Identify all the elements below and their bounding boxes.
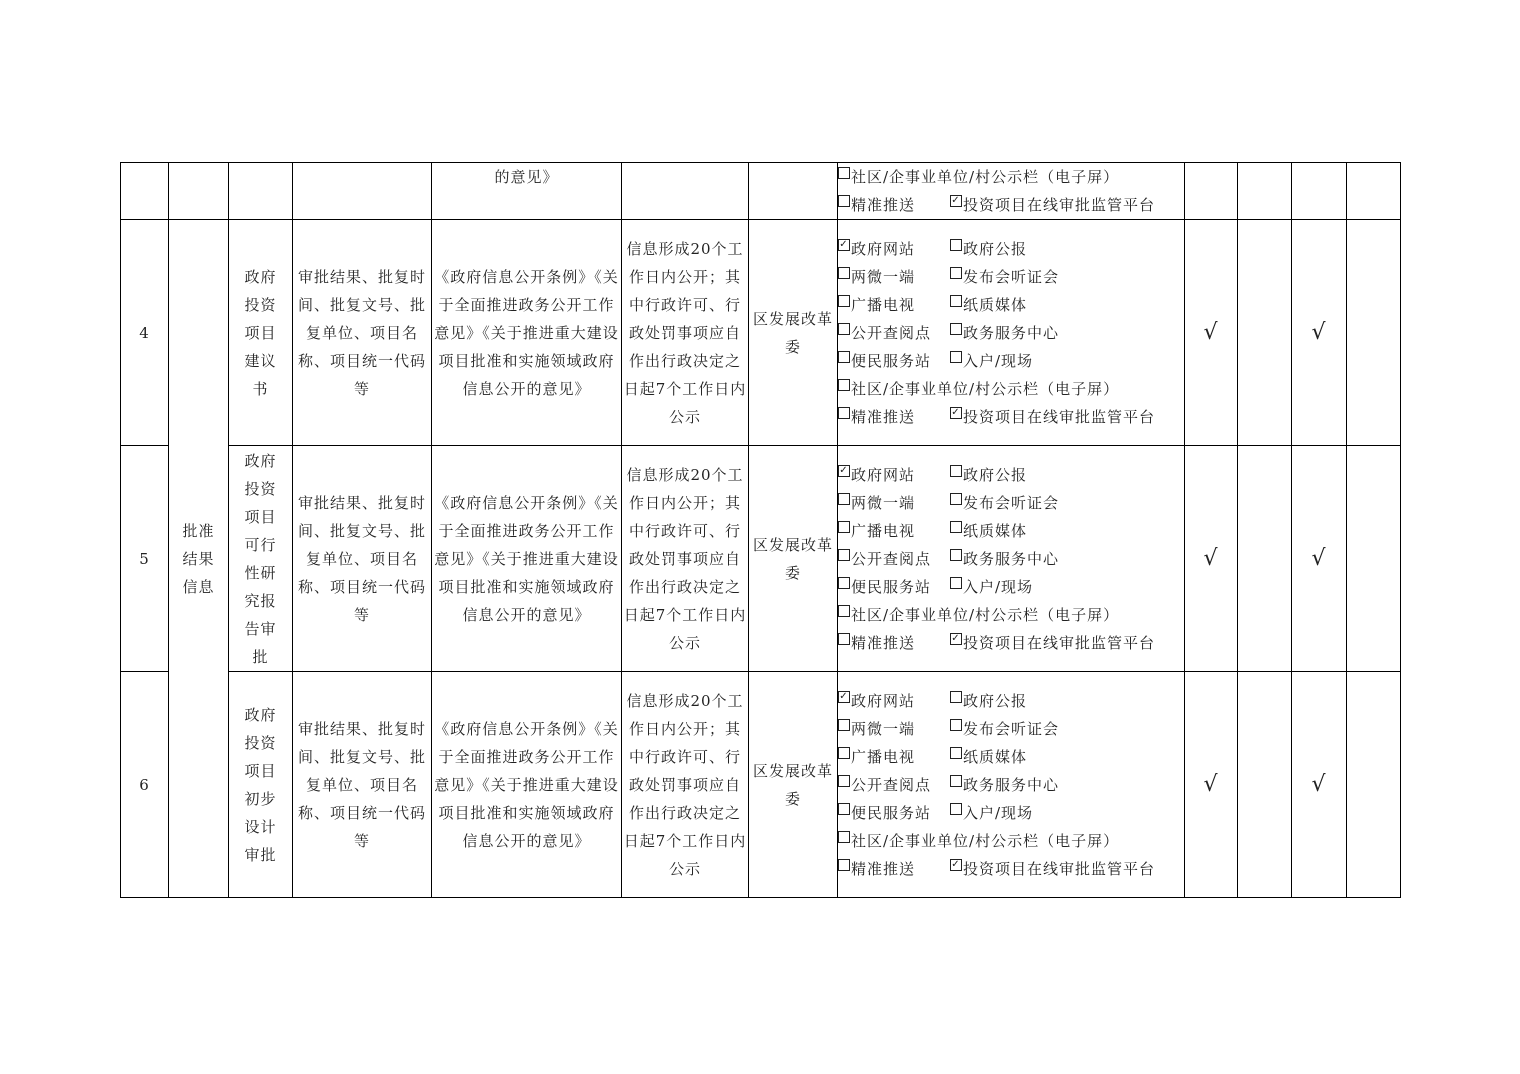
channel-label: 政务服务中心 <box>963 323 1060 342</box>
unchecked-box-icon <box>838 859 850 871</box>
unchecked-box-icon <box>838 407 850 419</box>
channel-label: 政务服务中心 <box>963 549 1060 568</box>
channel-label: 两微一端 <box>851 493 916 512</box>
channel-line <box>838 601 1184 629</box>
channel-label: 精准推送 <box>851 407 916 426</box>
channel-line <box>838 319 1184 347</box>
unchecked-box-icon <box>950 267 962 279</box>
channel-label: 社区/企事业单位/村公示栏（电子屏） <box>851 605 1120 624</box>
channel-option <box>838 489 950 517</box>
unchecked-box-icon <box>838 295 850 307</box>
basis-cell: 《政府信息公开条例》《关于全面推进政务公开工作意见》《关于推进重大建设项目批准和实施领域政府信息公开的意见》 <box>432 672 622 898</box>
channel-label: 政府公报 <box>963 239 1028 258</box>
unchecked-box-icon <box>950 351 962 363</box>
channel-option <box>838 163 1119 191</box>
channel-label: 便民服务站 <box>851 577 932 596</box>
channel-line <box>838 461 1184 489</box>
channel-label: 政务服务中心 <box>963 775 1060 794</box>
channel-option <box>838 319 950 347</box>
channel-option <box>838 771 950 799</box>
channel-option <box>950 461 1027 489</box>
unchecked-box-icon <box>838 831 850 843</box>
unchecked-box-icon <box>838 719 850 731</box>
channel-label: 政府网站 <box>851 465 916 484</box>
channel-option <box>838 545 950 573</box>
unchecked-box-icon <box>838 803 850 815</box>
time-limit-cell: 信息形成20个工作日内公开；其中行政许可、行政处罚事项应自作出行政决定之日起7个工作日内公示 <box>622 220 749 446</box>
channel-label: 两微一端 <box>851 719 916 738</box>
channel-label: 纸质媒体 <box>963 747 1028 766</box>
unchecked-box-icon <box>950 775 962 787</box>
channel-option <box>950 291 1027 319</box>
channel-label: 精准推送 <box>851 633 916 652</box>
channel-label: 精准推送 <box>851 859 916 878</box>
channel-line <box>838 403 1184 431</box>
channel-option <box>950 573 1033 601</box>
channel-label: 公开查阅点 <box>851 323 932 342</box>
channel-option <box>950 771 1059 799</box>
channel-option <box>838 687 950 715</box>
check-mark: √ <box>1185 446 1238 672</box>
channel-label: 投资项目在线审批监管平台 <box>963 196 1156 214</box>
channel-line <box>838 291 1184 319</box>
check-mark <box>1347 446 1401 672</box>
channel-option <box>838 291 950 319</box>
channel-option <box>838 347 950 375</box>
channel-label: 广播电视 <box>851 521 916 540</box>
unchecked-box-icon <box>838 549 850 561</box>
table-row <box>121 446 1401 672</box>
unchecked-box-icon <box>838 167 850 179</box>
check-mark <box>1238 446 1292 672</box>
checked-box-icon: ✓ <box>951 406 961 418</box>
channel-option <box>838 191 950 219</box>
unchecked-box-icon <box>838 775 850 787</box>
channel-line <box>838 347 1184 375</box>
unchecked-box-icon <box>950 691 962 703</box>
checked-box-icon: ✓ <box>839 464 849 476</box>
channel-line <box>838 771 1184 799</box>
unchecked-box-icon <box>950 295 962 307</box>
channel-label: 便民服务站 <box>851 803 932 822</box>
channel-line <box>838 489 1184 517</box>
channel-line <box>838 163 1184 191</box>
channel-option <box>950 743 1027 771</box>
channel-label: 投资项目在线审批监管平台 <box>963 633 1156 652</box>
unchecked-box-icon <box>838 351 850 363</box>
channel-option <box>838 235 950 263</box>
table-row-continued <box>121 163 1401 220</box>
channel-option <box>950 855 1155 883</box>
channel-label: 发布会听证会 <box>963 493 1060 512</box>
unchecked-box-icon <box>838 521 850 533</box>
channel-line <box>838 573 1184 601</box>
channel-cell <box>838 446 1185 672</box>
unchecked-box-icon <box>838 267 850 279</box>
unchecked-box-icon <box>950 577 962 589</box>
unchecked-box-icon <box>950 493 962 505</box>
channel-option <box>838 715 950 743</box>
unchecked-box-icon <box>838 493 850 505</box>
channel-line <box>838 545 1184 573</box>
unchecked-box-icon <box>950 465 962 477</box>
channel-option <box>838 629 950 657</box>
channel-label: 发布会听证会 <box>963 267 1060 286</box>
check-mark: √ <box>1185 220 1238 446</box>
channel-option <box>838 517 950 545</box>
channel-label: 纸质媒体 <box>963 521 1028 540</box>
basis-cell: 的意见》 <box>432 163 622 220</box>
check-mark: √ <box>1292 672 1347 898</box>
unchecked-box-icon <box>838 323 850 335</box>
channel-label: 两微一端 <box>851 267 916 286</box>
channel-label: 社区/企事业单位/村公示栏（电子屏） <box>851 379 1120 398</box>
checked-box-icon: ✓ <box>951 858 961 870</box>
channel-option <box>838 743 950 771</box>
channel-option <box>950 319 1059 347</box>
channel-label: 公开查阅点 <box>851 549 932 568</box>
channel-label: 政府网站 <box>851 239 916 258</box>
check-mark <box>1238 220 1292 446</box>
channel-option <box>950 545 1059 573</box>
unchecked-box-icon <box>838 747 850 759</box>
channel-label: 精准推送 <box>851 196 916 214</box>
channel-option <box>950 263 1059 291</box>
channel-option <box>838 601 1119 629</box>
channel-line <box>838 715 1184 743</box>
channel-line <box>838 629 1184 657</box>
channel-line <box>838 375 1184 403</box>
channel-label: 社区/企事业单位/村公示栏（电子屏） <box>851 831 1120 850</box>
content-cell: 审批结果、批复时间、批复文号、批复单位、项目名称、项目统一代码等 <box>293 672 432 898</box>
channel-option <box>838 403 950 431</box>
channel-label: 便民服务站 <box>851 351 932 370</box>
subject-cell: 区发展改革委 <box>749 672 838 898</box>
unchecked-box-icon <box>950 239 962 251</box>
table-row <box>121 672 1401 898</box>
disclosure-table <box>120 162 1401 898</box>
check-mark <box>1347 220 1401 446</box>
channel-option <box>950 489 1059 517</box>
channel-label: 社区/企事业单位/村公示栏（电子屏） <box>851 168 1120 186</box>
channel-option <box>838 375 1119 403</box>
row-number: 5 <box>121 446 169 672</box>
channel-label: 政府公报 <box>963 691 1028 710</box>
unchecked-box-icon <box>838 605 850 617</box>
time-limit-cell: 信息形成20个工作日内公开；其中行政许可、行政处罚事项应自作出行政决定之日起7个工作日内公示 <box>622 446 749 672</box>
subject-cell: 区发展改革委 <box>749 446 838 672</box>
channel-label: 纸质媒体 <box>963 295 1028 314</box>
unchecked-box-icon <box>838 379 850 391</box>
unchecked-box-icon <box>838 633 850 645</box>
channel-label: 政府公报 <box>963 465 1028 484</box>
channel-option <box>838 573 950 601</box>
channel-cell <box>838 220 1185 446</box>
time-limit-cell: 信息形成20个工作日内公开；其中行政许可、行政处罚事项应自作出行政决定之日起7个工作日内公示 <box>622 672 749 898</box>
channel-option <box>950 629 1155 657</box>
row-number: 4 <box>121 220 169 446</box>
row-number: 6 <box>121 672 169 898</box>
unchecked-box-icon <box>950 323 962 335</box>
check-mark <box>1238 672 1292 898</box>
content-cell: 审批结果、批复时间、批复文号、批复单位、项目名称、项目统一代码等 <box>293 220 432 446</box>
item-cell: 政府投资项目初步设计审批 <box>229 672 293 898</box>
unchecked-box-icon <box>838 577 850 589</box>
unchecked-box-icon <box>950 521 962 533</box>
checked-box-icon: ✓ <box>951 195 961 206</box>
channel-option <box>950 191 1155 219</box>
channel-label: 广播电视 <box>851 747 916 766</box>
channel-label: 发布会听证会 <box>963 719 1060 738</box>
unchecked-box-icon <box>950 549 962 561</box>
channel-option <box>950 715 1059 743</box>
checked-box-icon: ✓ <box>839 690 849 702</box>
channel-line <box>838 855 1184 883</box>
subject-cell: 区发展改革委 <box>749 220 838 446</box>
channel-option <box>838 855 950 883</box>
channel-cell <box>838 672 1185 898</box>
channel-option <box>838 263 950 291</box>
channel-label: 广播电视 <box>851 295 916 314</box>
channel-option <box>950 799 1033 827</box>
channel-option <box>950 403 1155 431</box>
item-cell: 政府投资项目可行性研究报告审批 <box>229 446 293 672</box>
item-cell: 政府投资项目建议书 <box>229 220 293 446</box>
channel-option <box>950 687 1027 715</box>
unchecked-box-icon <box>950 747 962 759</box>
channel-option <box>950 517 1027 545</box>
category-cell: 批准结果信息 <box>169 220 229 898</box>
check-mark: √ <box>1292 220 1347 446</box>
basis-cell: 《政府信息公开条例》《关于全面推进政务公开工作意见》《关于推进重大建设项目批准和实施领域政府信息公开的意见》 <box>432 220 622 446</box>
channel-label: 入户/现场 <box>963 803 1034 822</box>
channel-option <box>838 461 950 489</box>
check-mark: √ <box>1292 446 1347 672</box>
checked-box-icon: ✓ <box>951 632 961 644</box>
unchecked-box-icon <box>838 195 850 207</box>
channel-label: 投资项目在线审批监管平台 <box>963 407 1156 426</box>
channel-line <box>838 263 1184 291</box>
channel-label: 投资项目在线审批监管平台 <box>963 859 1156 878</box>
channel-label: 政府网站 <box>851 691 916 710</box>
check-mark <box>1347 672 1401 898</box>
channel-line <box>838 517 1184 545</box>
channel-line <box>838 799 1184 827</box>
channel-line <box>838 235 1184 263</box>
channel-line <box>838 191 1184 219</box>
channel-option <box>950 235 1027 263</box>
channel-line <box>838 743 1184 771</box>
channel-label: 入户/现场 <box>963 577 1034 596</box>
content-cell: 审批结果、批复时间、批复文号、批复单位、项目名称、项目统一代码等 <box>293 446 432 672</box>
channel-line <box>838 827 1184 855</box>
channel-label: 入户/现场 <box>963 351 1034 370</box>
channel-option <box>838 799 950 827</box>
channel-cell <box>838 163 1185 220</box>
check-mark: √ <box>1185 672 1238 898</box>
checked-box-icon: ✓ <box>839 238 849 250</box>
table-row <box>121 220 1401 446</box>
channel-option <box>950 347 1033 375</box>
basis-cell: 《政府信息公开条例》《关于全面推进政务公开工作意见》《关于推进重大建设项目批准和实施领域政府信息公开的意见》 <box>432 446 622 672</box>
channel-line <box>838 687 1184 715</box>
channel-label: 公开查阅点 <box>851 775 932 794</box>
unchecked-box-icon <box>950 719 962 731</box>
unchecked-box-icon <box>950 803 962 815</box>
channel-option <box>838 827 1119 855</box>
